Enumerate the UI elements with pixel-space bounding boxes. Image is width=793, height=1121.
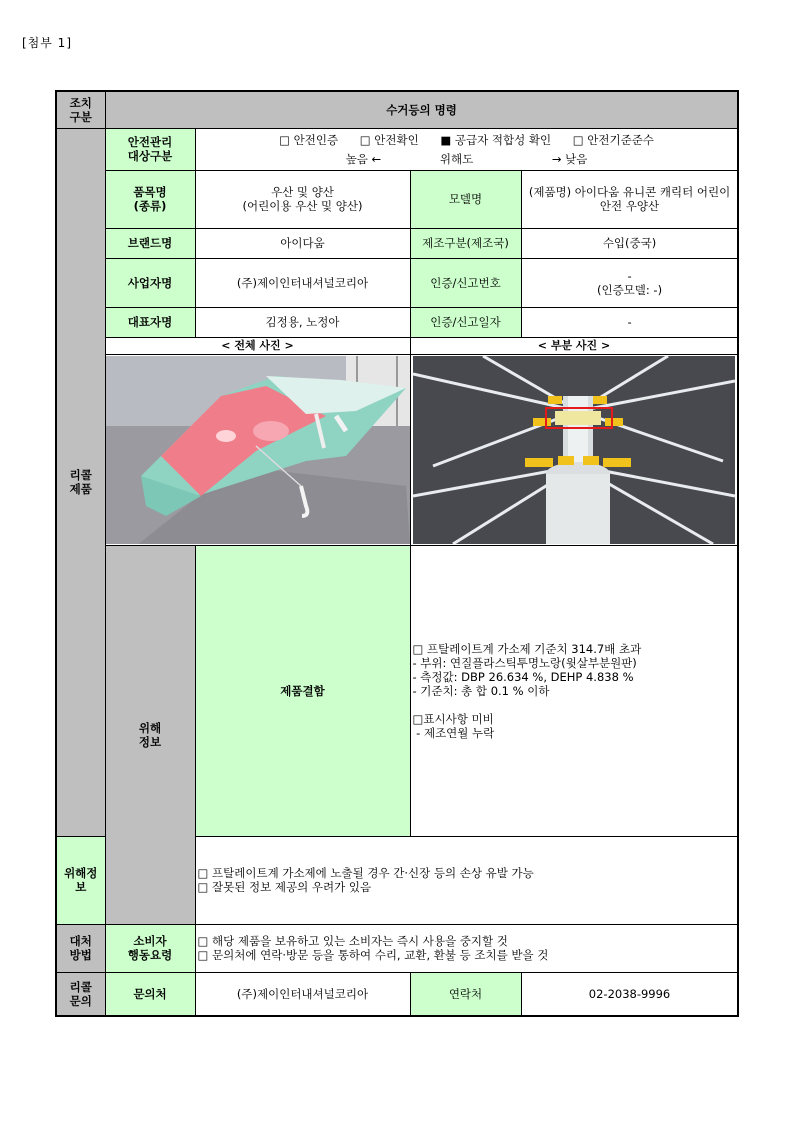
safety-options <box>198 133 736 147</box>
brand-value: 아이다움 <box>195 228 410 258</box>
action-line: □ 해당 제품을 보유하고 있는 소비자는 즉시 사용을 중지할 것 <box>197 934 508 948</box>
umbrella-part-photo <box>413 356 735 544</box>
consumer-action-label: 소비자 행동요령 <box>105 924 195 972</box>
photo-part-label: < 부분 사진 > <box>410 337 738 354</box>
section-hazard-info: 위해 정보 <box>105 545 195 924</box>
page-title: 수거등의 명령 <box>105 91 738 128</box>
model-name-label: 모델명 <box>410 170 521 228</box>
option-safety-standard: □ 안전기준준수 <box>572 132 654 147</box>
option-safety-confirm: □ 안전확인 <box>359 132 419 147</box>
umbrella-full-photo <box>106 356 410 544</box>
consumer-action-content <box>195 924 738 972</box>
item-name-value: 우산 및 양산 (어린이용 우산 및 양산) <box>195 170 410 228</box>
manufacture-label: 제조구분(제조국) <box>410 228 521 258</box>
cert-number-label: 인증/신고번호 <box>410 258 521 307</box>
defect-line: - 측정값: DBP 26.634 %, DEHP 4.838 % <box>412 669 634 684</box>
defect-line: □ 프탈레이트계 가소제 기준치 314.7배 초과 <box>412 641 642 656</box>
risk-label: 위해정보 <box>56 836 105 924</box>
attachment-label: [첨부 1] <box>22 36 72 50</box>
representative-value: 김정용, 노정아 <box>195 307 410 337</box>
section-recall-product: 리콜 제품 <box>56 128 105 836</box>
section-inquiry: 리콜 문의 <box>56 972 105 1016</box>
safety-category-value <box>195 128 738 170</box>
scale-high: 높음 ← <box>345 151 382 166</box>
risk-content <box>195 836 738 924</box>
defect-line: - 기준치: 총 합 0.1 % 이하 <box>412 683 550 698</box>
manufacture-value: 수입(중국) <box>521 228 738 258</box>
defect-label: 제품결함 <box>195 545 410 836</box>
defect-line: - 부위: 연질플라스틱투명노랑(윗살부분원판) <box>412 655 637 670</box>
company-label: 사업자명 <box>105 258 195 307</box>
section-action-type: 조치 구분 <box>56 91 105 128</box>
option-supplier-conformity: ■ 공급자 적합성 확인 <box>440 132 552 147</box>
option-safety-cert: □ 안전인증 <box>279 132 339 147</box>
photo-full-cell <box>105 354 410 545</box>
cert-date-label: 인증/신고일자 <box>410 307 521 337</box>
photo-part-cell <box>410 354 738 545</box>
inquiry-contact-value: (주)제이인터내셔널코리아 <box>195 972 410 1016</box>
scale-middle: 위해도 <box>439 151 474 166</box>
safety-category-label: 안전관리 대상구분 <box>105 128 195 170</box>
risk-line: □ 프탈레이트계 가소제에 노출될 경우 간·신장 등의 손상 유발 가능 <box>197 866 534 880</box>
recall-order-table <box>55 90 739 1017</box>
section-response: 대처 방법 <box>56 924 105 972</box>
inquiry-phone-label: 연락처 <box>410 972 521 1016</box>
brand-label: 브랜드명 <box>105 228 195 258</box>
defect-line: □표시사항 미비 <box>412 711 494 726</box>
company-value: (주)제이인터내셔널코리아 <box>195 258 410 307</box>
defect-line <box>413 698 736 712</box>
defect-line: - 제조연월 누락 <box>412 725 495 740</box>
scale-low: → 낮음 <box>551 151 588 166</box>
action-line: □ 문의처에 연락·방문 등을 통하여 수리, 교환, 환불 등 조치를 받을 것 <box>197 948 549 962</box>
inquiry-phone-value: 02-2038-9996 <box>521 972 738 1016</box>
photo-full-label: < 전체 사진 > <box>105 337 410 354</box>
cert-number-value: - (인증모델: -) <box>521 258 738 307</box>
risk-line: □ 잘못된 정보 제공의 우려가 있음 <box>197 880 372 894</box>
representative-label: 대표자명 <box>105 307 195 337</box>
inquiry-contact-label: 문의처 <box>105 972 195 1016</box>
model-name-value: (제품명) 아이다움 유니콘 캐릭터 어린이 안전 우양산 <box>521 170 738 228</box>
hazard-scale <box>198 152 736 166</box>
cert-date-value: - <box>521 307 738 337</box>
item-name-label: 품목명 (종류) <box>105 170 195 228</box>
defect-content <box>410 545 738 836</box>
